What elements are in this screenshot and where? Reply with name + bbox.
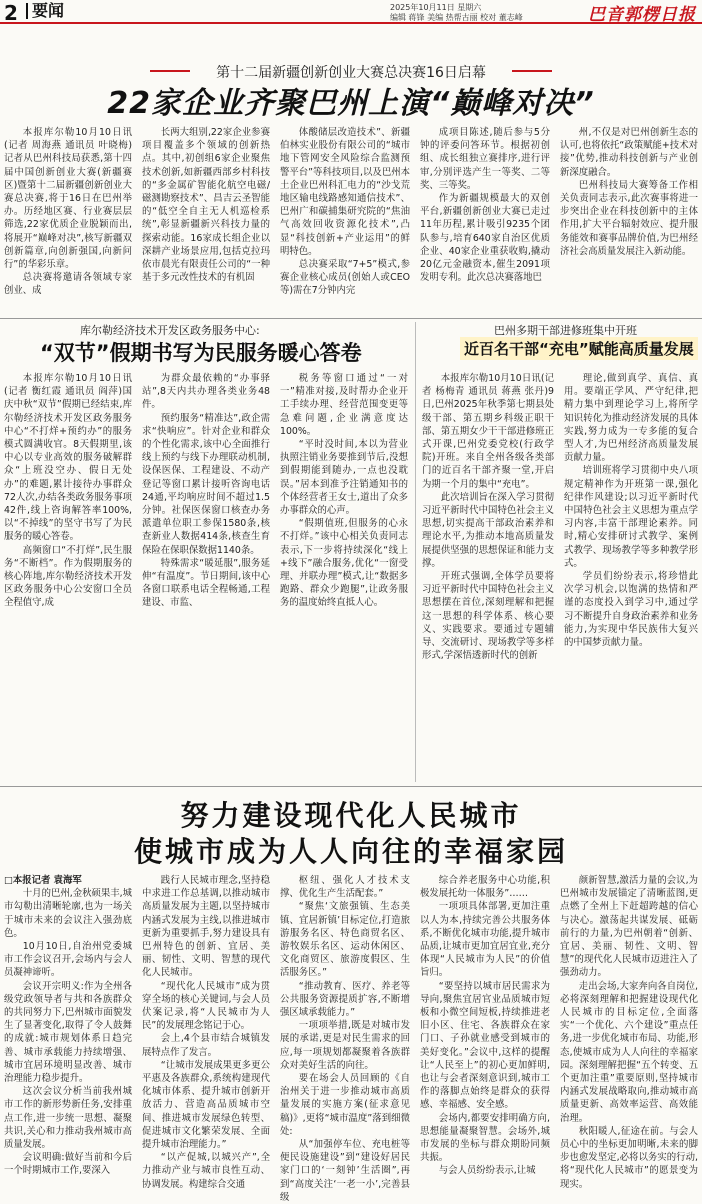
section-divider <box>0 786 702 787</box>
section-name: 要闻 <box>26 3 64 19</box>
paragraph: 本报库尔勒10月10日讯(记者 周海燕 通讯员 叶晓梅)记者从巴州科技局获悉,第十四届中国创新创业大赛(新疆赛区)暨第十二届新疆创新创业大赛总决赛,将于16日在巴州举办。历经地区赛、行业赛层层筛选,22家优质企业脱颖而出,将展开“巅峰对决”,核写新疆双创新篇章,向创新强国,向新问行”的华彩乐章。 <box>4 127 132 271</box>
paragraph: 秋阳暖人,征途在前。与会人员心中的坐标更加明晰,未来的脚步也愈发坚定,必将以务实的行动,将“现代化人民城市”的愿景变为现实。 <box>560 1125 698 1190</box>
paragraph: 走出会场,大家奔向各自岗位,必将深刻理解和把握建设现代化人民城市的目标定位,全面落实“一个优化、六个建设”重点任务,进一步优化城市布局、功能,形态,使城市成为人人向往的幸福家园。深刻理解把握“五个转变、五个更加注重”重要原则,坚持城市内涵式发展战略取向,推动城市高质量更新、高效率运营、高效能治理。 <box>560 980 698 1124</box>
paragraph: 这次会议分析当前我州城市工作的新形势新任务,安排重点工作,进一步统一思想、凝聚共识,关心和力推动我州城市高质量发展。 <box>4 1086 132 1151</box>
paragraph: 成项目陈述,随后参与5分钟的评委问答环节。根据初创组、成长组独立赛排序,进行评审,分别评选产生一等奖、二等奖、三等奖。 <box>420 127 550 191</box>
story3-column-1 <box>422 372 554 780</box>
story2-headline: “双节”假期书写为民服务暖心答卷 <box>40 341 362 365</box>
lead-column-2 <box>142 126 270 316</box>
paragraph: “要坚持以城市居民需求为导向,聚焦宜居官业品质城市短板和小微空间短板,持续推进老旧小区、住宅、各族群众在家门口、子孙就业感受到城市的美好变化。”会议中,这样的提醒让“人民至上”的初心更加鲜明,也让与会者深刻意识到,城市工作的落脚点始终是群众的获得感、幸福感、安全感。 <box>420 980 550 1111</box>
paragraph: 为群众最依赖的“办事驿站”,8天内共办理各类业务48件。 <box>142 373 270 411</box>
paragraph: “现代化人民城市”成为贯穿全场的核心关键词,与会人员伏案记录,将“人民城市为人民”的发展理念铭记于心。 <box>142 980 270 1032</box>
paragraph: 本报库尔勒10月10日讯(记者 杨梅青 通讯员 蒋燕 张丹)9日,巴州2025年秋季第七期县处级干部、第五期乡科级正职干部、第五期女少干干部进修班正式开课,巴州党委党校(行政学院)开班。来自全州各级各类部门的近百名干部齐聚一堂,开启为期一个月的集中“充电”。 <box>422 373 554 490</box>
paragraph: 本报库尔勒10月10日讯(记者 衡红霞 通讯员 阎萍)国庆中秋“双节”假期已经结束,库尔勒经济技术开发区政务服务中心“不打烊+预约办”的服务模式圆满收官。8天假期里,该中心以专业高效的服务破解群众“上班没空办、假日无处办”的难题,累计接待办事群众72人次,办结各类政务服务事项42件,线上咨询解答率100%,以“不掉线”的坚守书写了为民服务的暖心答卷。 <box>4 373 132 543</box>
paragraph: 体酸储层改造技术”、新疆伯林实业股份有限公司的“城市地下管网安全风险综合监测预警平台”等科技项目,以及巴州本土企业巴州科汇电力的“沙戈荒地区输电线路感知通信技术”、巴州广和碳捕集研究院的“焦油气高效回收资源化技术”,凸显“科技创新+产业运用”的鲜明特色。 <box>280 127 410 257</box>
story4-column-2 <box>142 874 270 1190</box>
paragraph: 从“加强停车位、充电桩等便民设施建设”到“建设好居民家门口的‘一刻钟’生活圈”,再到“高度关注‘一老一小’,完善县级 <box>280 1139 410 1203</box>
lead-headline: 22家企业齐聚巴州上演“巅峰对决” <box>107 86 595 121</box>
story2-column-2 <box>142 372 270 780</box>
paragraph: 作为新疆规模最大的双创平台,新疆创新创业大赛已走过11年历程,累计吸引9235个团队参与,培育640家自治区优质企业、40家企业重获收购,撬动20亿元金融资本,催生2091项发明专利。此次总决赛落地巴 <box>420 193 550 284</box>
paragraph: “假期值班,但服务的心永不打烊。”该中心相关负责同志表示,下一步将持续深化“线上+线下”融合服务,优化“一窗受理、并联办理”模式,让“数据多跑路、群众少跑腿”,让政务服务的温度始终直抵人心。 <box>280 518 408 609</box>
story2-kicker: 库尔勒经济技术开发区政务服务中心: <box>80 324 260 337</box>
story4-column-4 <box>420 874 550 1177</box>
paragraph: “让城市发展成果更多更公平惠及各族群众,系统构建现代化城市体系、提升城市创新开放活力、营造高品质城市空间、推进城市发展绿色转型、促进城市文化繁荣发展、全面提升城市治理能力。” <box>142 1059 270 1151</box>
story4-column-3 <box>280 874 410 1203</box>
story4-headline-line1: 努力建设现代化人民城市 <box>180 799 522 832</box>
paragraph: 长两大组别,22家企业参赛项目覆盖多个领域的创新热点。其中,初创组6家企业聚焦技术创新,如新疆西部乡村科技的“多金属矿智能化航空电磁/磁测勘察技术”、昌吉云圣智能的“低空全自主无人机巡检系统”,彰显新疆新兴科技力量的探索动能。16家成长组企业以深耕产业场景应用,包括克拉玛依市晨光有限责任公司的“一种基于多元改性技术的有机固 <box>142 127 270 284</box>
story4-column-5 <box>560 874 698 1190</box>
newspaper-logo: 巴音郭楞日报 <box>588 5 696 25</box>
section-divider <box>0 318 702 319</box>
paragraph: 颜新智慧,激活力量的会议,为巴州城市发展锚定了清晰蓝图,更点燃了全州上下赶超跨越的信心与决心。激荡起共谋发展、砥砺前行的力量,为巴州朝着“创新、宜居、美丽、韧性、文明、智慧”的现代化人民城市迈进注入了强劲动力。 <box>560 875 698 979</box>
paragraph: 会议明确:做好当前和今后一个时期城市工作,要深入 <box>4 1152 132 1177</box>
column-divider <box>415 322 416 782</box>
story2-column-3 <box>280 372 408 780</box>
paragraph: 一项项具体部署,更加注重以人为本,持续完善公共服务体系,不断优化城市功能,提升城市品质,让城市更加宜居宜业,充分体现“人民城市为人民”的价值旨归。 <box>420 901 550 979</box>
paragraph: 要在场会人员回顾的《自治州关于进一步推动城市高质量发展的实施方案(征求意见稿)》,更将“城市温度”落到细微处: <box>280 1073 410 1137</box>
paragraph: “以产促城,以城兴产”,全力推动产业与城市良性互动、协调发展。构建综合交通 <box>142 1152 270 1190</box>
paragraph: 州,不仅是对巴州创新生态的认可,也将依托“政策赋能+技术对接”优势,推动科技创新与产业创新深度融合。 <box>560 127 698 178</box>
paragraph: 高频窗口“不打烊”,民生服务“不断档”。作为假期服务的核心阵地,库尔勒经济技术开发区政务服务中心公安窗口全员全程值守,成 <box>4 544 132 609</box>
story3-kicker: 巴州多期干部进修班集中开班 <box>494 324 637 337</box>
paragraph: “平时没时间,本以为营业执照注销业务要推到节后,没想到假期能到随办,一点也没耽误。”居本到准予注销通知书的个体经营者王女士,道出了众多办事群众的心声。 <box>280 439 408 517</box>
paragraph: 此次培训旨在深入学习贯彻习近平新时代中国特色社会主义思想,切实提高干部政治素养和理论水平,为推动本地高质量发展提供坚强的思想保证和能力支撑。 <box>422 491 554 569</box>
paragraph: 开班式强调,全体学员要将习近平新时代中国特色社会主义思想摆在首位,深刻理解和把握这一思想的科学体系、核心要义、实践要求。要通过专题辅导、交流研讨、现场教学等多样形式,学深悟透新时代的创新 <box>422 571 554 662</box>
lead-column-5 <box>560 126 698 316</box>
paragraph: 会上,4个县市结合城镇发展特点作了发言。 <box>142 1033 270 1058</box>
paragraph: 特殊需求“暖延服”,服务延伸“有温度”。节日期间,该中心各窗口联系电话全程畅通,工程建设、市监、 <box>142 557 270 609</box>
paragraph: 一项项举措,既是对城市发展的承诺,更是对民生需求的回应,每一项规划都凝聚着各族群众对美好生活的向往。 <box>280 1020 410 1071</box>
paragraph: 税务等窗口通过“一对一”精准对接,及时帮办企业开工手续办理、经营范围变更等急难问题,企业满意度达100%。 <box>280 373 408 437</box>
lead-column-1 <box>4 126 132 316</box>
story3-column-2 <box>564 372 698 780</box>
story4-byline: □本报记者 袁海军 <box>4 875 82 886</box>
paragraph: 会议开宗明义:作为全州各级党政领导者与共和各族群众的共同努力下,巴州城市面貌发生了显著变化,取得了令人鼓舞的成就:城市规划体系日趋完善、城市承载能力持续增强、城市宜居环境明显改善、城市治理能力稳步提升。 <box>4 980 132 1085</box>
story4-headline-line2: 使城市成为人人向往的幸福家园 <box>133 835 568 868</box>
story2-column-1 <box>4 372 132 780</box>
paragraph: “聚焦‘文旅强镇、生态美镇、宜居新镇’目标定位,打造旅游服务名区、特色商贸名区、游牧娱乐名区、运动休闲区、文化商贸区、旅游度假区、生活服务区。” <box>280 901 410 979</box>
editorial-staff: 编辑 蒋锋 美编 热帮古丽 校对 董志峰 <box>390 13 523 22</box>
paragraph: 学员们纷纷表示,将珍惜此次学习机会,以饱满的热情和严谨的态度投入到学习中,通过学习不断提升自身政治素养和业务能力,为实现中华民族伟大复兴的中国梦贡献力量。 <box>564 571 698 649</box>
issue-date: 2025年10月11日 星期六 <box>390 3 482 12</box>
paragraph: 总决赛采取“7+5”模式,参赛企业核心成员(创始人或CEO等)需在7分钟内完 <box>280 259 410 297</box>
paragraph: “推动教育、医疗、养老等公共服务资源提质扩容,不断增强区域承载能力。” <box>280 980 410 1019</box>
lead-column-4 <box>420 126 550 316</box>
masthead <box>0 0 702 24</box>
story4-column-1 <box>4 874 132 1177</box>
paragraph: 十月的巴州,金秋硕果丰,城市勾勒出清晰轮廓,也为一场关于城市未来的会议注入强劲底色。 <box>4 888 132 939</box>
paragraph: 践行人民城市理念,坚持稳中求进工作总基调,以推动城市高质量发展为主题,以坚持城市内涵式发展为主线,以推进城市更新为重要抓手,努力建设具有巴州特色的创新、宜居、美丽、韧性、文明、智慧的现代化人民城市。 <box>142 875 270 979</box>
paragraph: 培训班将学习贯彻中央八项规定精神作为开班第一课,强化纪律作风建设;以习近平新时代中国特色社会主义思想为重点学习内容,丰富干部理论素养。同时,精心安排研讨式教学、案例式教学、现场教学等多种教学形式。 <box>564 465 698 569</box>
story3-headline: 近百名干部“充电”赋能高质量发展 <box>460 337 698 360</box>
paragraph: 总决赛将邀请各领域专家创业、成 <box>4 272 132 297</box>
page-number: 2 <box>4 1 18 25</box>
paragraph: 理论,做到真学、真信、真用。要端正学风、严守纪律,把精力集中到理论学习上,将所学知识转化为推动经济发展的具体实践,努力成为一专多能的复合型人才,为巴州经济高质量发展贡献力量。 <box>564 373 698 464</box>
lead-kicker: 第十二届新疆创新创业大赛总决赛16日启幕 <box>216 65 486 81</box>
paragraph: 枢纽、强化人才技术支撑、优化生产生活配套。” <box>280 875 410 900</box>
paragraph: 10月10日,自治州党委城市工作会议召开,会场内与会人员凝神谛听。 <box>4 941 132 979</box>
paragraph: 与会人员纷纷表示,让城 <box>438 1165 536 1177</box>
lead-column-3 <box>280 126 410 316</box>
paragraph: 会场内,都要安排明确方向,思想能量凝聚智慧。会场外,城市发展的坐标与群众期盼同频共振。 <box>420 1112 550 1164</box>
paragraph: 巴州科技局大赛筹备工作相关负责同志表示,此次赛事将进一步突出企业在科技创新中的主体作用,扩大平台辐射效应、提升服务能效和赛事品牌价值,为巴州经济社会高质量发展注入新动能。 <box>560 179 698 257</box>
paragraph: 预约服务“精准达”,政企需求“快响应”。针对企业和群众的个性化需求,该中心全面推行线上预约与线下办理联动机制,设保医保、工程建设、不动产登记等窗口累计接听咨询电话24通,平均响应时间不超过1.5分钟。社保医保窗口核查办务派遣单位职工参保1580条,核查新业人数据414条,核查生育保险在保职保数据1140条。 <box>142 412 270 556</box>
paragraph: 综合养老服务中心功能,积极发展托幼一体服务”…… <box>420 875 550 900</box>
